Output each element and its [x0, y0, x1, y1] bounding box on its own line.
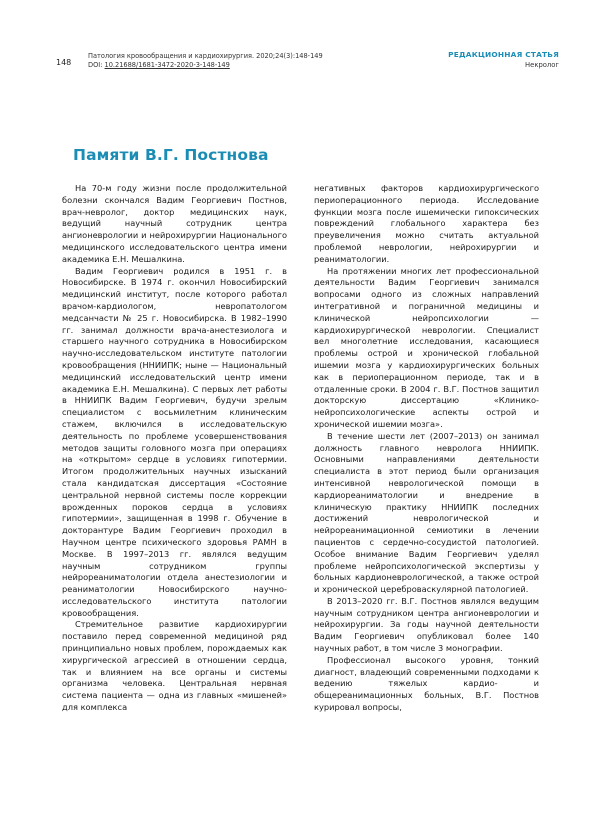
journal-citation [88, 52, 323, 70]
paragraph: Вадим Георгиевич родился в 1951 г. в Новосибирске. В 1974 г. окончил Новосибирский медицинский институт, после которого работал врачом-кардиологом, невропатологом медсанчасти № 25 г. Новосибирска. В 1982–1990 гг. занимал должности врача-анестезиолога и старшего научного сотрудника в Новосибирском научно-исследовательском институте патологии кровообращения (ННИИПК; ныне — Национальный медицинский исследовательский центр имени академика Е.Н. Мешалкина). С первых лет работы в ННИИПК Вадим Георгиевич, будучи зрелым специалистом с восьмилетним клиническим стажем, включился в исследовательскую деятельность по проблеме усовершенствования методов защиты головного мозга при операциях на «открытом» сердце в условиях гипотермии. Итогом продолжительных научных изысканий стала кандидатская диссертация «Состояние центральной нервной системы после коррекции врожденных пороков сердца в условиях гипотермии», защищенная в 1998 г. Обучение в докторантуре Вадим Георгиевич проходил в Научном центре психического здоровья РАМН в Москве. В 1997–2013 гг. являлся ведущим научным сотрудником группы нейрореаниматологии отдела анестезиологии и реаниматологии Новосибирского научно-исследовательского института патологии кровообращения. [62, 265, 287, 618]
doi-prefix: DOI: [88, 61, 105, 69]
paragraph: Стремительное развитие кардиохирургии поставило перед современной медициной ряд принципиально новых проблем, порождаемых как хирургической агрессией в отношении сердца, так и влиянием на все органы и системы организма человека. Центральная нервная система пациента — одна из главных «мишеней» для комплекса [62, 619, 287, 713]
section-kind: РЕДАКЦИОННАЯ СТАТЬЯ [448, 50, 559, 59]
paragraph: На 70-м году жизни после продолжительной болезни скончался Вадим Георгиевич Постнов, врач-невролог, доктор медицинских наук, ведущий научный сотрудник центра ангионеврологии и нейрохирургии Национального медицинского исследовательского центра имени академика Е.Н. Мешалкина. [62, 183, 287, 264]
article-title: Памяти В.Г. Постнова [73, 146, 269, 164]
paragraph: В 2013–2020 гг. В.Г. Постнов являлся ведущим научным сотрудником центра ангионеврологии и нейрохирургии. За годы научной деятельности Вадим Георгиевич опубликовал более 140 научных работ, в том числе 3 монографии. [314, 595, 539, 654]
journal-line: Патология кровообращения и кардиохирургия. 2020;24(3):148-149 [88, 52, 323, 60]
section-label [448, 50, 559, 70]
left-column [62, 183, 287, 714]
paragraph: На протяжении многих лет профессиональной деятельности Вадим Георгиевич занимался вопросами одного из сложных направлений интегративной и пограничной медицины и клинической нейропсихологии — кардиохирургической неврологии. Специалист вел многолетние исследования, касающиеся проблемы острой и хронической глобальной ишемии мозга у кардиохирургических больных как в периоперационном периоде, так и в отдаленные сроки. В 2004 г. В.Г. Постнов защитил докторскую диссертацию «Клинико-нейропсихологические аспекты острой и хронической ишемии мозга». [314, 265, 539, 429]
paragraph: негативных факторов кардиохирургического периоперационного периода. Исследование функции мозга после ишемически гипоксических повреждений глобального характера без преувеличения можно считать актуальной проблемой неврологии, нейрохирургии и реаниматологии. [314, 183, 539, 264]
doi-line [88, 61, 323, 70]
doi-link[interactable]: 10.21688/1681-3472-2020-3-148-149 [104, 61, 230, 69]
paragraph: Профессионал высокого уровня, тонкий диагност, владеющий современными подходами к ведению тяжелых кардио- и общереанимационных больных, В.Г. Постнов курировал вопросы, [314, 654, 539, 713]
section-subtype: Некролог [525, 61, 559, 69]
paragraph: В течение шести лет (2007–2013) он занимал должность главного невролога ННИИПК. Основными направлениями деятельности специалиста в этот период были организация интенсивной неврологической помощи в кардиореаниматологии и внедрение в клиническую практику ННИИПК последних достижений неврологической и нейрореанимационной семиотики в лечении пациентов с сердечно-сосудистой патологией. Особое внимание Вадим Георгиевич уделял проблеме нейропсихологической экспертизы у больных кардионеврологической, а также острой и хронической цереброваскулярной патологией. [314, 430, 539, 595]
right-column [314, 183, 539, 714]
page-number: 148 [56, 58, 72, 67]
